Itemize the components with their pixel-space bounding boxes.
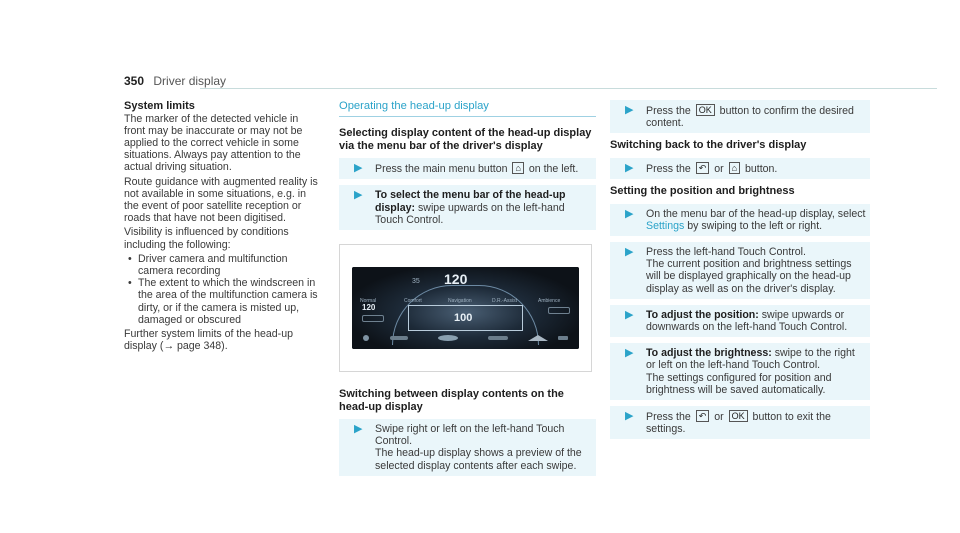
arrow-icon: ▶	[625, 207, 634, 220]
tile-label: Normal	[360, 298, 377, 305]
instruction-step	[610, 343, 870, 400]
step-text: by swiping to the left or right.	[687, 219, 823, 232]
instruction-step	[610, 406, 870, 439]
step-text: The current position and brightness settings will be displayed graphically on the head-up display as well as on the driver's display.	[646, 258, 852, 295]
section-title: Driver display	[153, 74, 227, 88]
instruction-step	[610, 158, 870, 179]
paragraph-further-limits: Further system limits of the head-up display (→ page 348).	[124, 327, 293, 353]
settings-menu-item: Settings	[646, 219, 685, 232]
home-icon: ⌂	[729, 162, 740, 174]
step-label: To adjust the brightness:	[646, 347, 772, 360]
step-text: swipe upwards on the left-hand Touch Control.	[375, 201, 565, 226]
arrow-icon: ▶	[354, 162, 363, 175]
step-text: on the left.	[528, 163, 579, 176]
step-label: To select the menu bar of the head-up display:	[375, 189, 566, 214]
step-text: Press the main menu button	[375, 163, 508, 176]
column-system-limits	[124, 100, 320, 354]
instruction-step	[610, 100, 870, 133]
speed-readout-small: 35	[412, 278, 420, 286]
step-text: Press the	[646, 411, 691, 424]
arrow-icon: ▶	[354, 189, 363, 202]
tile-label: Navigation	[448, 298, 472, 305]
operating-hud-heading: Operating the head-up display	[339, 100, 596, 117]
list-item	[124, 277, 320, 326]
step-text: button to exit the settings.	[646, 411, 831, 436]
step-text: Press the	[646, 162, 691, 175]
speed-readout-left: 120	[362, 303, 376, 313]
arrow-icon: ▶	[354, 423, 363, 436]
arrow-icon: ▶	[625, 308, 634, 321]
column-operating-hud	[339, 100, 596, 482]
step-text: swipe upwards or downwards on the left-hand Touch Control.	[646, 308, 848, 334]
position-brightness-heading: Setting the position and brightness	[610, 185, 795, 198]
paragraph-visibility: Visibility is influenced by conditions including the following:	[124, 226, 289, 251]
instruction-step	[610, 204, 870, 236]
bullet-text: The extent to which the windscreen in the area of the multifunction camera is dirty, or if the camera is misted up, damaged or obscured	[138, 277, 318, 326]
step-text: button.	[744, 162, 778, 175]
home-icon: ⌂	[512, 162, 523, 174]
arrow-icon: ▶	[625, 246, 634, 259]
hud-screen	[352, 267, 579, 349]
step-text: Press the	[646, 105, 691, 117]
instruction-step	[339, 185, 596, 230]
selecting-content-heading: Selecting display content of the head-up display via the menu bar of the driver's display	[339, 127, 592, 152]
step-text: swipe to the right or left on the left-hand Touch Control.	[646, 347, 855, 372]
preview-tile	[362, 315, 384, 322]
back-icon: ↶	[696, 162, 710, 174]
step-text: The head-up display shows a preview of the selected display contents after each swipe.	[375, 447, 582, 472]
step-text: or	[714, 162, 724, 175]
step-text: Swipe right or left on the left-hand Touch Control.	[375, 423, 565, 448]
arrow-icon: ▶	[625, 347, 634, 360]
bullet: •	[128, 277, 132, 290]
ok-key-icon: OK	[696, 104, 715, 116]
column-settings	[610, 100, 870, 445]
paragraph-marker: The marker of the detected vehicle in front may be inaccurate or may not be applied to the correct vehicle in some situations. Always pay attention to the actual driving situation.	[124, 112, 303, 174]
instruction-step	[339, 158, 596, 179]
step-label: To adjust the position:	[646, 308, 759, 321]
hud-screenshot	[339, 244, 592, 372]
tile-label: Comfort	[404, 298, 422, 305]
switching-contents-heading: Switching between display contents on the head-up display	[339, 388, 564, 413]
arrow-icon: ▶	[625, 104, 634, 116]
system-limits-heading: System limits	[124, 100, 195, 112]
step-text: On the menu bar of the head-up display, select	[646, 207, 866, 220]
instruction-step	[610, 305, 870, 337]
step-text: button to confirm the desired content.	[646, 105, 854, 130]
step-text: or	[714, 411, 724, 424]
step-text: The settings configured for position and brightness will be saved automatically.	[646, 371, 832, 396]
bullet: •	[128, 252, 132, 265]
bottom-bar-icons	[358, 333, 573, 343]
preview-tile	[548, 307, 570, 314]
back-icon: ↶	[696, 410, 710, 422]
switching-back-heading: Switching back to the driver's display	[610, 139, 807, 152]
arrow-icon: ▶	[625, 410, 634, 423]
speed-readout-top: 120	[444, 271, 468, 288]
header-divider	[200, 88, 937, 89]
tile-label: Ambience	[538, 298, 561, 305]
page-header	[124, 74, 226, 88]
paragraph-route-guidance: Route guidance with augmented reality is not available in some situations, e.g. in the event of poor satellite reception or roads that have not been digitised.	[124, 175, 318, 225]
list-item	[124, 253, 320, 277]
ok-key-icon: OK	[729, 410, 748, 422]
bullet-text: Driver camera and multifunction camera recording	[138, 252, 288, 277]
arrow-icon: ▶	[625, 161, 634, 174]
speed-readout-center: 100	[454, 312, 473, 325]
tile-label: D.R.-Assist	[492, 298, 517, 305]
page-number: 350	[124, 74, 145, 88]
instruction-step	[339, 419, 596, 476]
step-text: Press the left-hand Touch Control.	[646, 246, 806, 259]
instruction-step	[610, 242, 870, 299]
